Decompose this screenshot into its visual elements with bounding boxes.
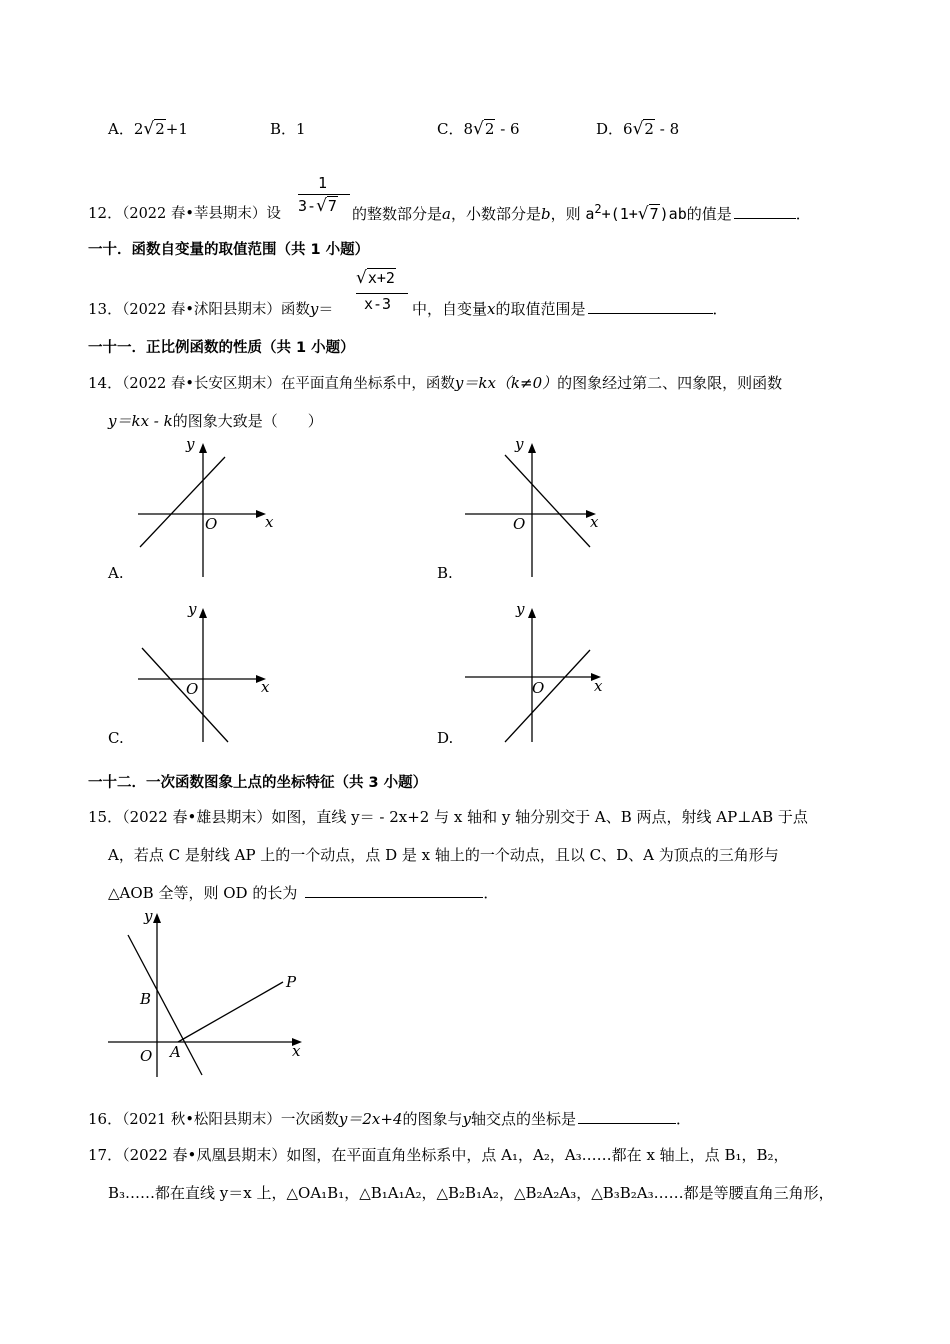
svg-text:O: O [532,679,545,697]
svg-text:A: A [170,1043,181,1061]
svg-text:O: O [186,680,199,698]
answer-blank-16[interactable] [578,1109,676,1124]
svg-text:x: x [265,513,274,531]
svg-text:x: x [261,678,270,696]
section-heading-12: 一十二．一次函数图象上点的坐标特征（共 3 小题） [88,775,428,791]
answer-blank-15[interactable] [305,883,483,898]
ray-ap [178,982,283,1042]
svg-text:x: x [594,677,603,695]
svg-text:y: y [188,600,197,618]
q12-frac-num: 1 [318,174,328,192]
question-15-line2: A，若点 C 是射线 AP 上的一个动点，点 D 是 x 轴上的一个动点，且以 C、D、A 为顶点的三角形与 [108,846,779,864]
option-a: A．2√2+1 [108,119,188,139]
graph-d[interactable] [460,600,630,750]
section-heading-10: 一十．函数自变量的取值范围（共 1 小题） [88,242,370,258]
svg-text:x: x [292,1042,301,1060]
question-15-line1: 15．（2022 春•雄县期末）如图，直线 y＝ - 2x+2 与 x 轴和 y 轴分别交于 A、B 两点，射线 AP⊥AB 于点 [88,808,808,826]
q13-frac-den: x-3 [364,295,392,313]
question-14: 14．（2022 春•长安区期末）在平面直角坐标系中，函数y＝kx（k≠0）的图象经过第二、四象限，则函数 [88,374,783,392]
graph-b-line [505,455,590,547]
question-15-line3: △AOB 全等，则 OD 的长为 ． [108,884,499,902]
question-12: 12．（2022 春•莘县期末）设 [88,204,281,222]
q12-frac-den: 3-√7 [298,196,337,216]
figure-15 [100,905,320,1080]
svg-text:O: O [205,515,218,533]
graph-d-label[interactable]: D. [437,729,454,747]
svg-text:y: y [186,435,195,453]
svg-text:y: y [515,435,524,453]
svg-text:y: y [144,907,153,925]
answer-blank-13[interactable] [588,299,713,314]
question-16: 16．（2021 秋•松阳县期末）一次函数y＝2x+4的图象与y轴交点的坐标是 ． [88,1110,692,1128]
svg-text:O: O [513,515,526,533]
svg-text:B: B [140,990,152,1008]
section-heading-11: 一十一．正比例函数的性质（共 1 小题） [88,340,355,356]
question-13: 13．（2022 春•沭阳县期末）函数y＝ [88,300,334,318]
question-17-line1: 17．（2022 春•凤凰县期末）如图，在平面直角坐标系中，点 A₁，A₂，A₃……都在 x 轴上，点 B₁，B₂， [88,1146,789,1164]
svg-text:P: P [286,973,297,991]
graph-b-label[interactable]: B. [437,564,453,582]
option-b: B．1 [270,120,306,138]
graph-c-line [142,648,228,742]
answer-blank-12[interactable] [734,204,796,219]
question-17-line2: B₃……都在直线 y＝x 上，△OA₁B₁，△B₁A₁A₂，△B₂B₁A₂，△B₂A₂A₃，△B₃B₂A₃……都是等腰直角三角形， [108,1184,834,1202]
graph-c-label[interactable]: C. [108,729,124,747]
graph-d-line [505,650,590,742]
graph-a-line [140,457,225,547]
question-14-line2: y＝kx - k的图象大致是（ ） [108,412,323,430]
graph-c[interactable] [120,600,290,750]
graph-a[interactable] [120,435,290,585]
svg-text:x: x [590,513,599,531]
option-d: D．6√2 - 8 [596,119,680,139]
question-13-text: 中，自变量x的取值范围是 ． [412,300,728,318]
svg-text:y: y [516,600,525,618]
option-c: C．8√2 - 6 [437,119,520,139]
graph-b[interactable] [460,435,630,585]
svg-text:O: O [140,1047,153,1065]
graph-a-label[interactable]: A. [108,564,124,582]
q13-frac-num: √x+2 [356,268,395,288]
question-12-text: 的整数部分是a，小数部分是b，则 $a^2+(1+√7)ab$的值是 ． [352,202,811,224]
